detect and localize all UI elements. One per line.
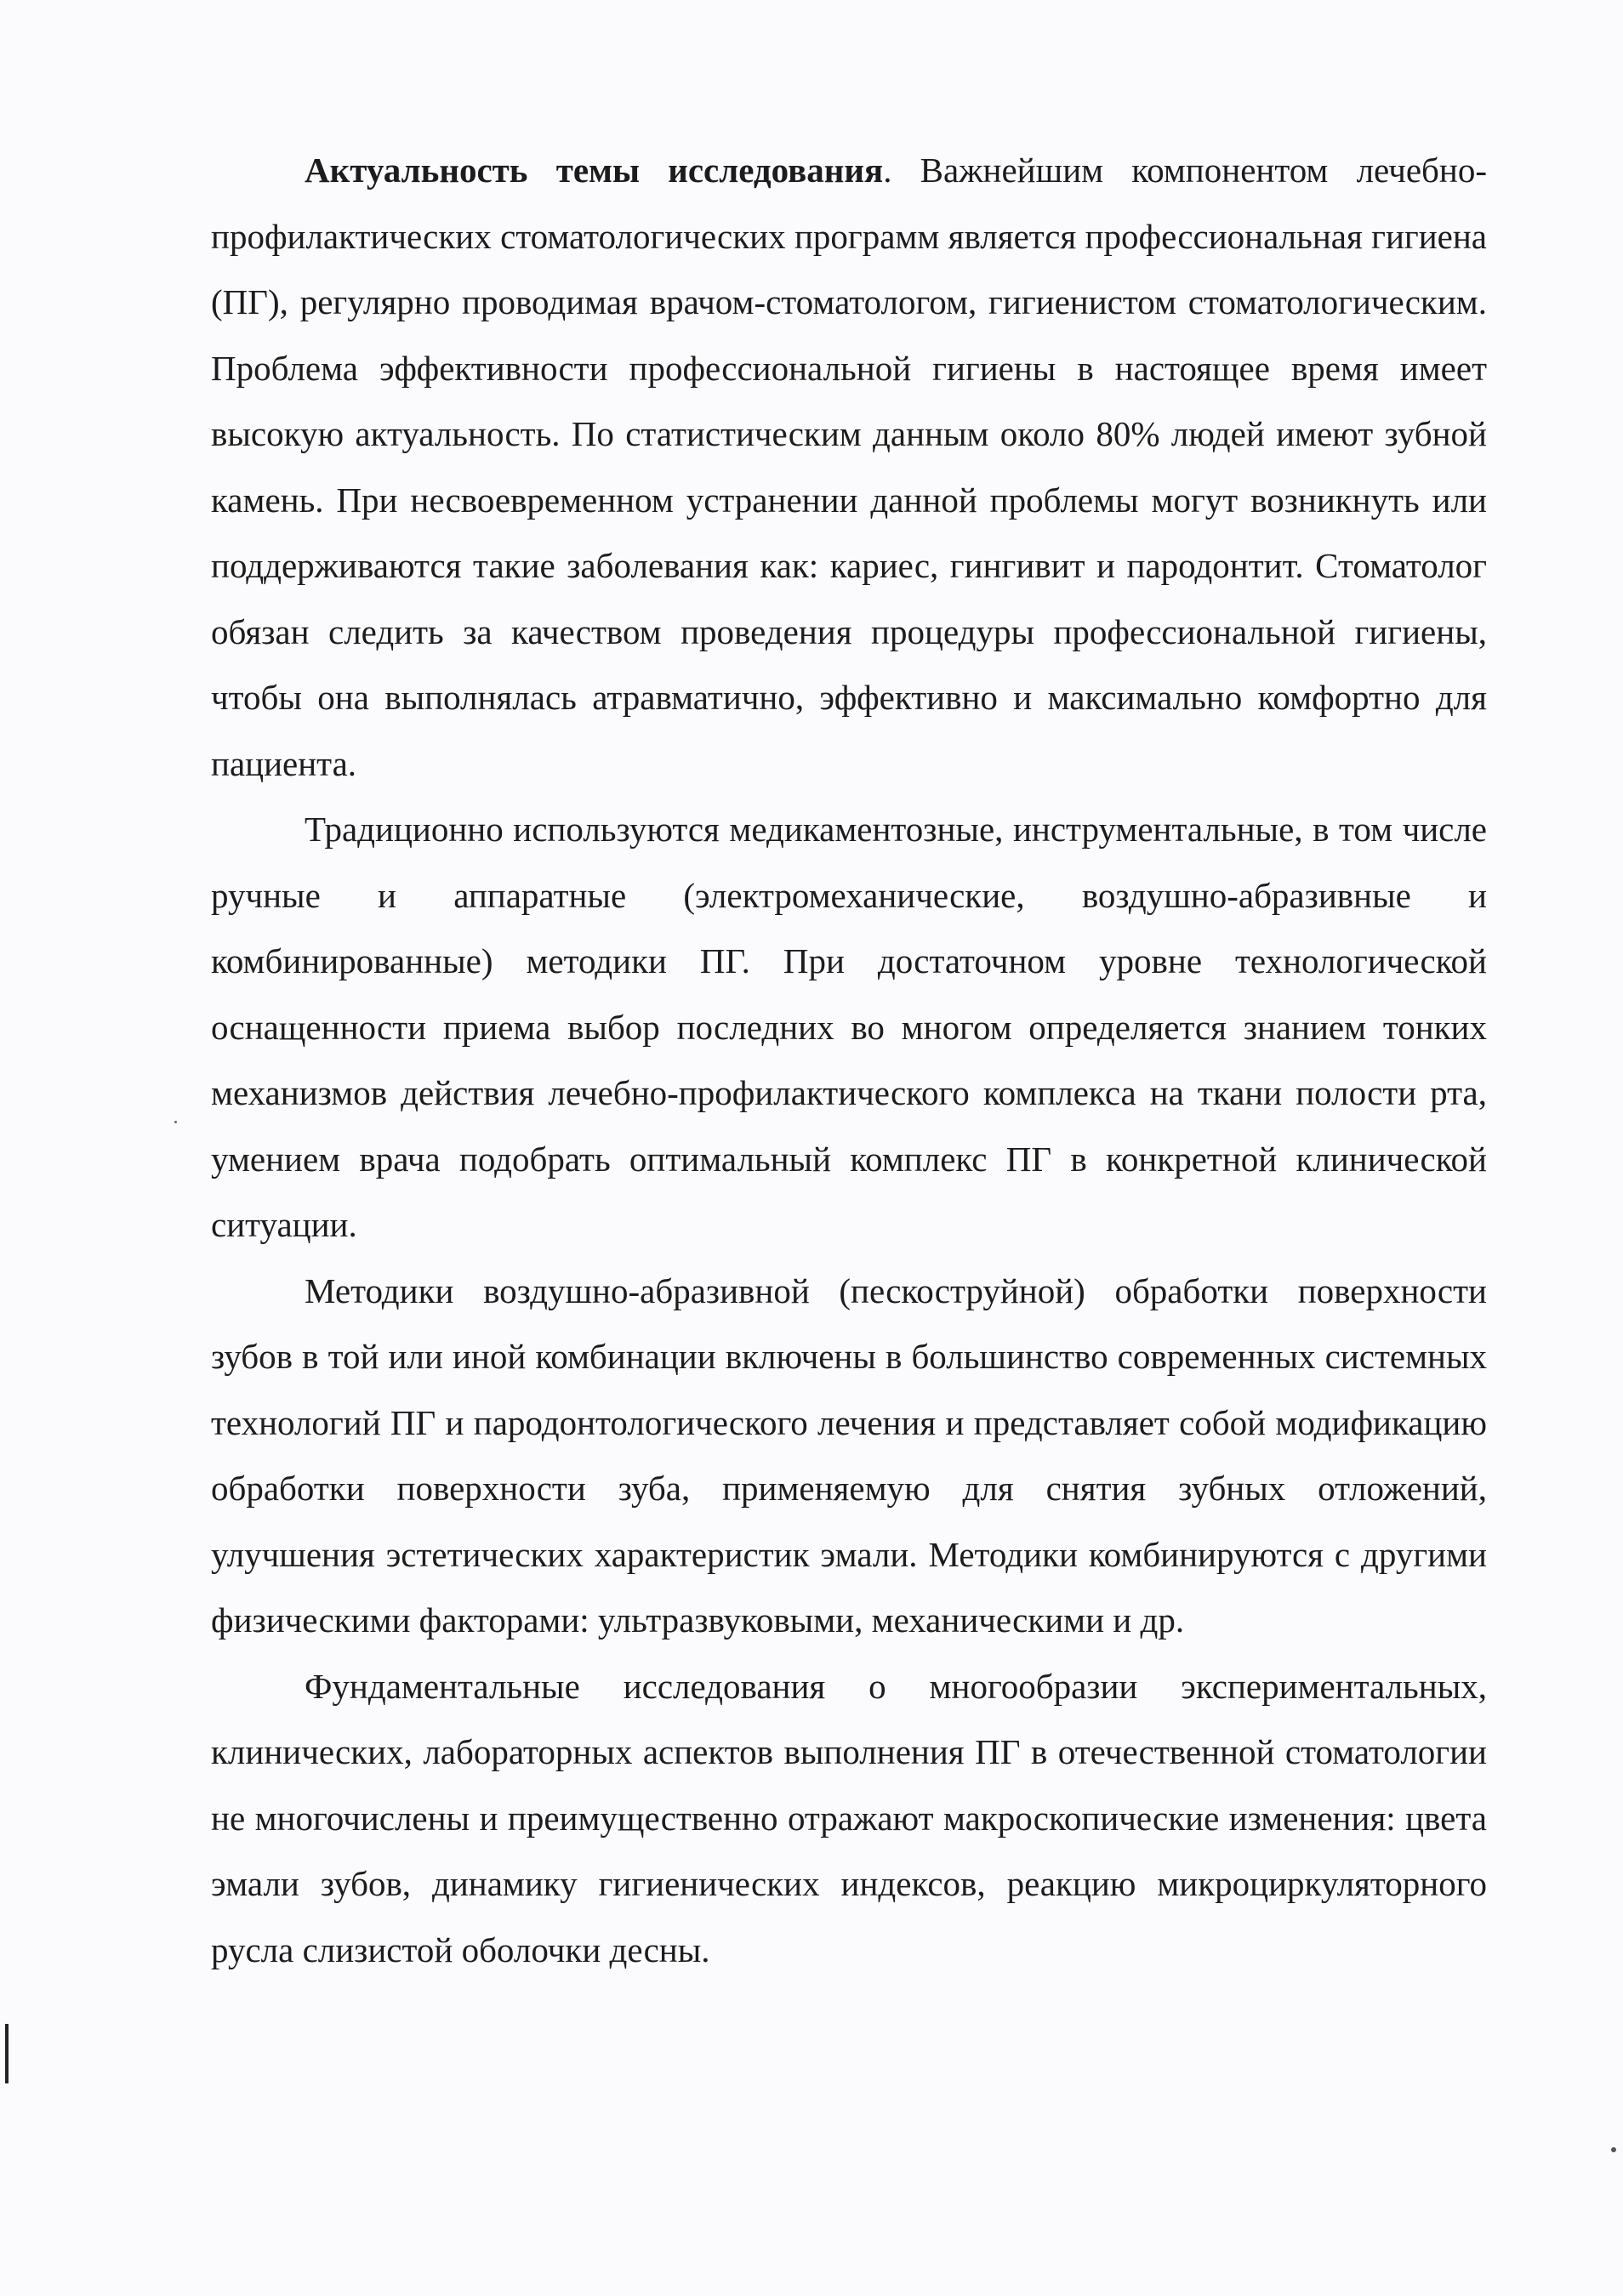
- paragraph-fundamental-research: Фундаментальные исследования о многообразии экспериментальных, клинических, лабораторных аспектов выполнения ПГ в отечественной стоматологии не многочислены и преимущественно отражают макроскопические изменения: цвета эмали зубов, динамику гигиенических индексов, реакцию микроциркуляторного русла слизистой оболочки десны.: [211, 1666, 1487, 1969]
- paragraph-relevance: [211, 138, 1487, 797]
- paragraph-methods: Традиционно используются медикаментозные, инструментальные, в том числе ручные и аппаратные (электромеханические, воздушно-абразивные и комбинированные) методики ПГ. При достаточном уровне технологической оснащенности приема выбор последних во многом определяется знанием тонких механизмов действия лечебно-профилактического комплекса на ткани полости рта, умением врача подобрать оптимальный комплекс ПГ в конкретной клинической ситуации.: [211, 810, 1487, 1244]
- scan-artifact: [1611, 2147, 1616, 2152]
- relevance-text: . Важнейшим компонентом лечебно-профилактических стоматологических программ является профессиональная гигиена (ПГ), регулярно проводимая врачом-стоматологом, гигиенистом стоматологическим. Проблема эффективности профессиональной гигиены в настоящее время имеет высокую актуальность. По статистическим данным около 80% людей имеют зубной камень. При несвоевременном устранении данной проблемы могут возникнуть или поддерживаются такие заболевания как: кариес, гингивит и пародонтит. Стоматолог обязан следить за качеством проведения процедуры профессиональной гигиены, чтобы она выполнялась атравматично, эффективно и максимально комфортно для пациента.: [211, 151, 1488, 783]
- paragraph-air-abrasive: Методики воздушно-абразивной (пескоструйной) обработки поверхности зубов в той или иной комбинации включены в большинство современных системных технологий ПГ и пародонтологического лечения и представляет собой модификацию обработки поверхности зуба, применяемую для снятия зубных отложений, улучшения эстетических характеристик эмали. Методики комбинируются с другими физическими факторами: ультразвуковыми, механическими и др.: [211, 1270, 1487, 1640]
- scan-artifact: [5, 2024, 9, 2083]
- scan-artifact: [174, 1121, 177, 1123]
- relevance-heading: Актуальность темы исследования: [305, 151, 884, 190]
